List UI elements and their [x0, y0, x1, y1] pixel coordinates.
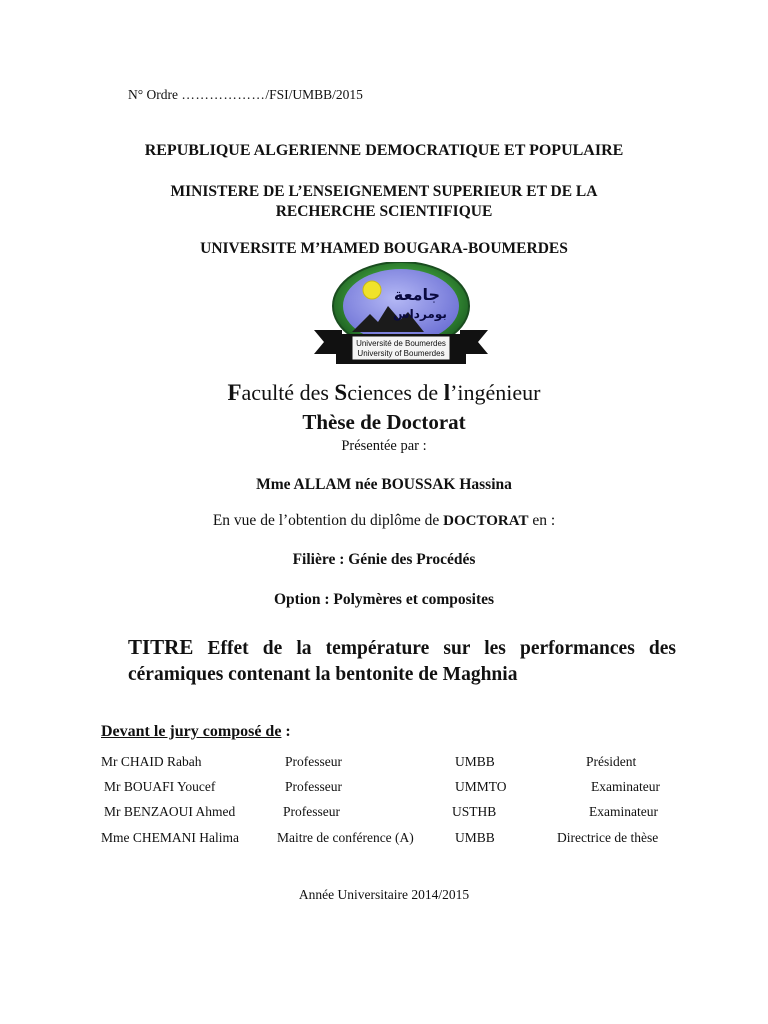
universite-heading: UNIVERSITE M’HAMED BOUGARA-BOUMERDES	[200, 240, 568, 257]
jury-grade: Maitre de conférence (A)	[277, 830, 414, 845]
logo-sun	[363, 281, 381, 299]
degree-line	[0, 512, 768, 530]
jury-institution: USTHB	[452, 804, 497, 819]
jury-name: Mme CHEMANI Halima	[101, 830, 239, 845]
candidate-name: Mme ALLAM née BOUSSAK Hassina	[256, 476, 512, 493]
jury-name: Mr BOUAFI Youcef	[104, 779, 216, 794]
ministere-heading	[0, 182, 768, 222]
logo-banner-line-1: Université de Boumerdes	[356, 339, 446, 348]
jury-institution: UMBB	[455, 830, 495, 845]
degree-name: DOCTORAT	[443, 513, 529, 529]
jury-institution: UMMTO	[455, 779, 507, 794]
logo-arabic-line-1: جامعة	[393, 285, 441, 304]
jury-name: Mr CHAID Rabah	[101, 754, 202, 769]
jury-role: Directrice de thèse	[557, 830, 659, 845]
order-dots: ………………	[181, 87, 266, 102]
thesis-title	[128, 634, 676, 688]
order-suffix: /FSI/UMBB/2015	[265, 87, 363, 102]
presented-by: Présentée par :	[341, 438, 427, 454]
ministere-line-1: MINISTERE DE L’ENSEIGNEMENT SUPERIEUR ET DE LA	[170, 183, 598, 200]
thesis-type: Thèse de Doctorat	[302, 410, 466, 434]
jury-name: Mr BENZAOUI Ahmed	[104, 804, 236, 819]
jury-role: Président	[586, 754, 637, 769]
logo-banner-line-2: University of Boumerdes	[357, 349, 445, 358]
ministere-line-2: RECHERCHE SCIENTIFIQUE	[275, 203, 493, 220]
degree-suffix: en :	[532, 512, 556, 529]
jury-grade: Professeur	[283, 804, 340, 819]
title-text: Effet de la température sur les performances des céramiques contenant la bentonite de Maghnia	[128, 638, 676, 685]
university-logo	[312, 262, 490, 364]
filiere: Filière : Génie des Procédés	[292, 551, 476, 568]
jury-institution: UMBB	[455, 754, 495, 769]
republique-heading: REPUBLIQUE ALGERIENNE DEMOCRATIQUE ET POPULAIRE	[144, 142, 624, 159]
title-label: TITRE	[128, 635, 194, 659]
faculty-l-initial: l	[443, 380, 451, 405]
academic-year: Année Universitaire 2014/2015	[298, 887, 470, 902]
option: Option : Polymères et composites	[273, 591, 495, 608]
faculty-f-initial: F	[227, 380, 242, 405]
faculty-f-rest: aculté des	[241, 380, 335, 405]
jury-role: Examinateur	[589, 804, 658, 819]
jury-grade: Professeur	[285, 779, 342, 794]
faculty-s-rest: ciences de	[347, 380, 444, 405]
jury-heading-text: Devant le jury composé de	[101, 723, 282, 740]
jury-role: Examinateur	[591, 779, 660, 794]
degree-prefix: En vue de l’obtention du diplôme de	[212, 512, 440, 529]
order-number	[128, 87, 363, 103]
logo-arabic-line-2: بومرداس	[393, 307, 447, 321]
jury-grade: Professeur	[285, 754, 342, 769]
order-prefix: N° Ordre	[128, 87, 179, 102]
faculty-name	[0, 380, 768, 406]
faculty-s-initial: S	[334, 380, 348, 405]
faculty-l-rest: ’ingénieur	[450, 380, 541, 405]
jury-heading	[101, 723, 291, 741]
jury-heading-colon: :	[281, 723, 291, 740]
